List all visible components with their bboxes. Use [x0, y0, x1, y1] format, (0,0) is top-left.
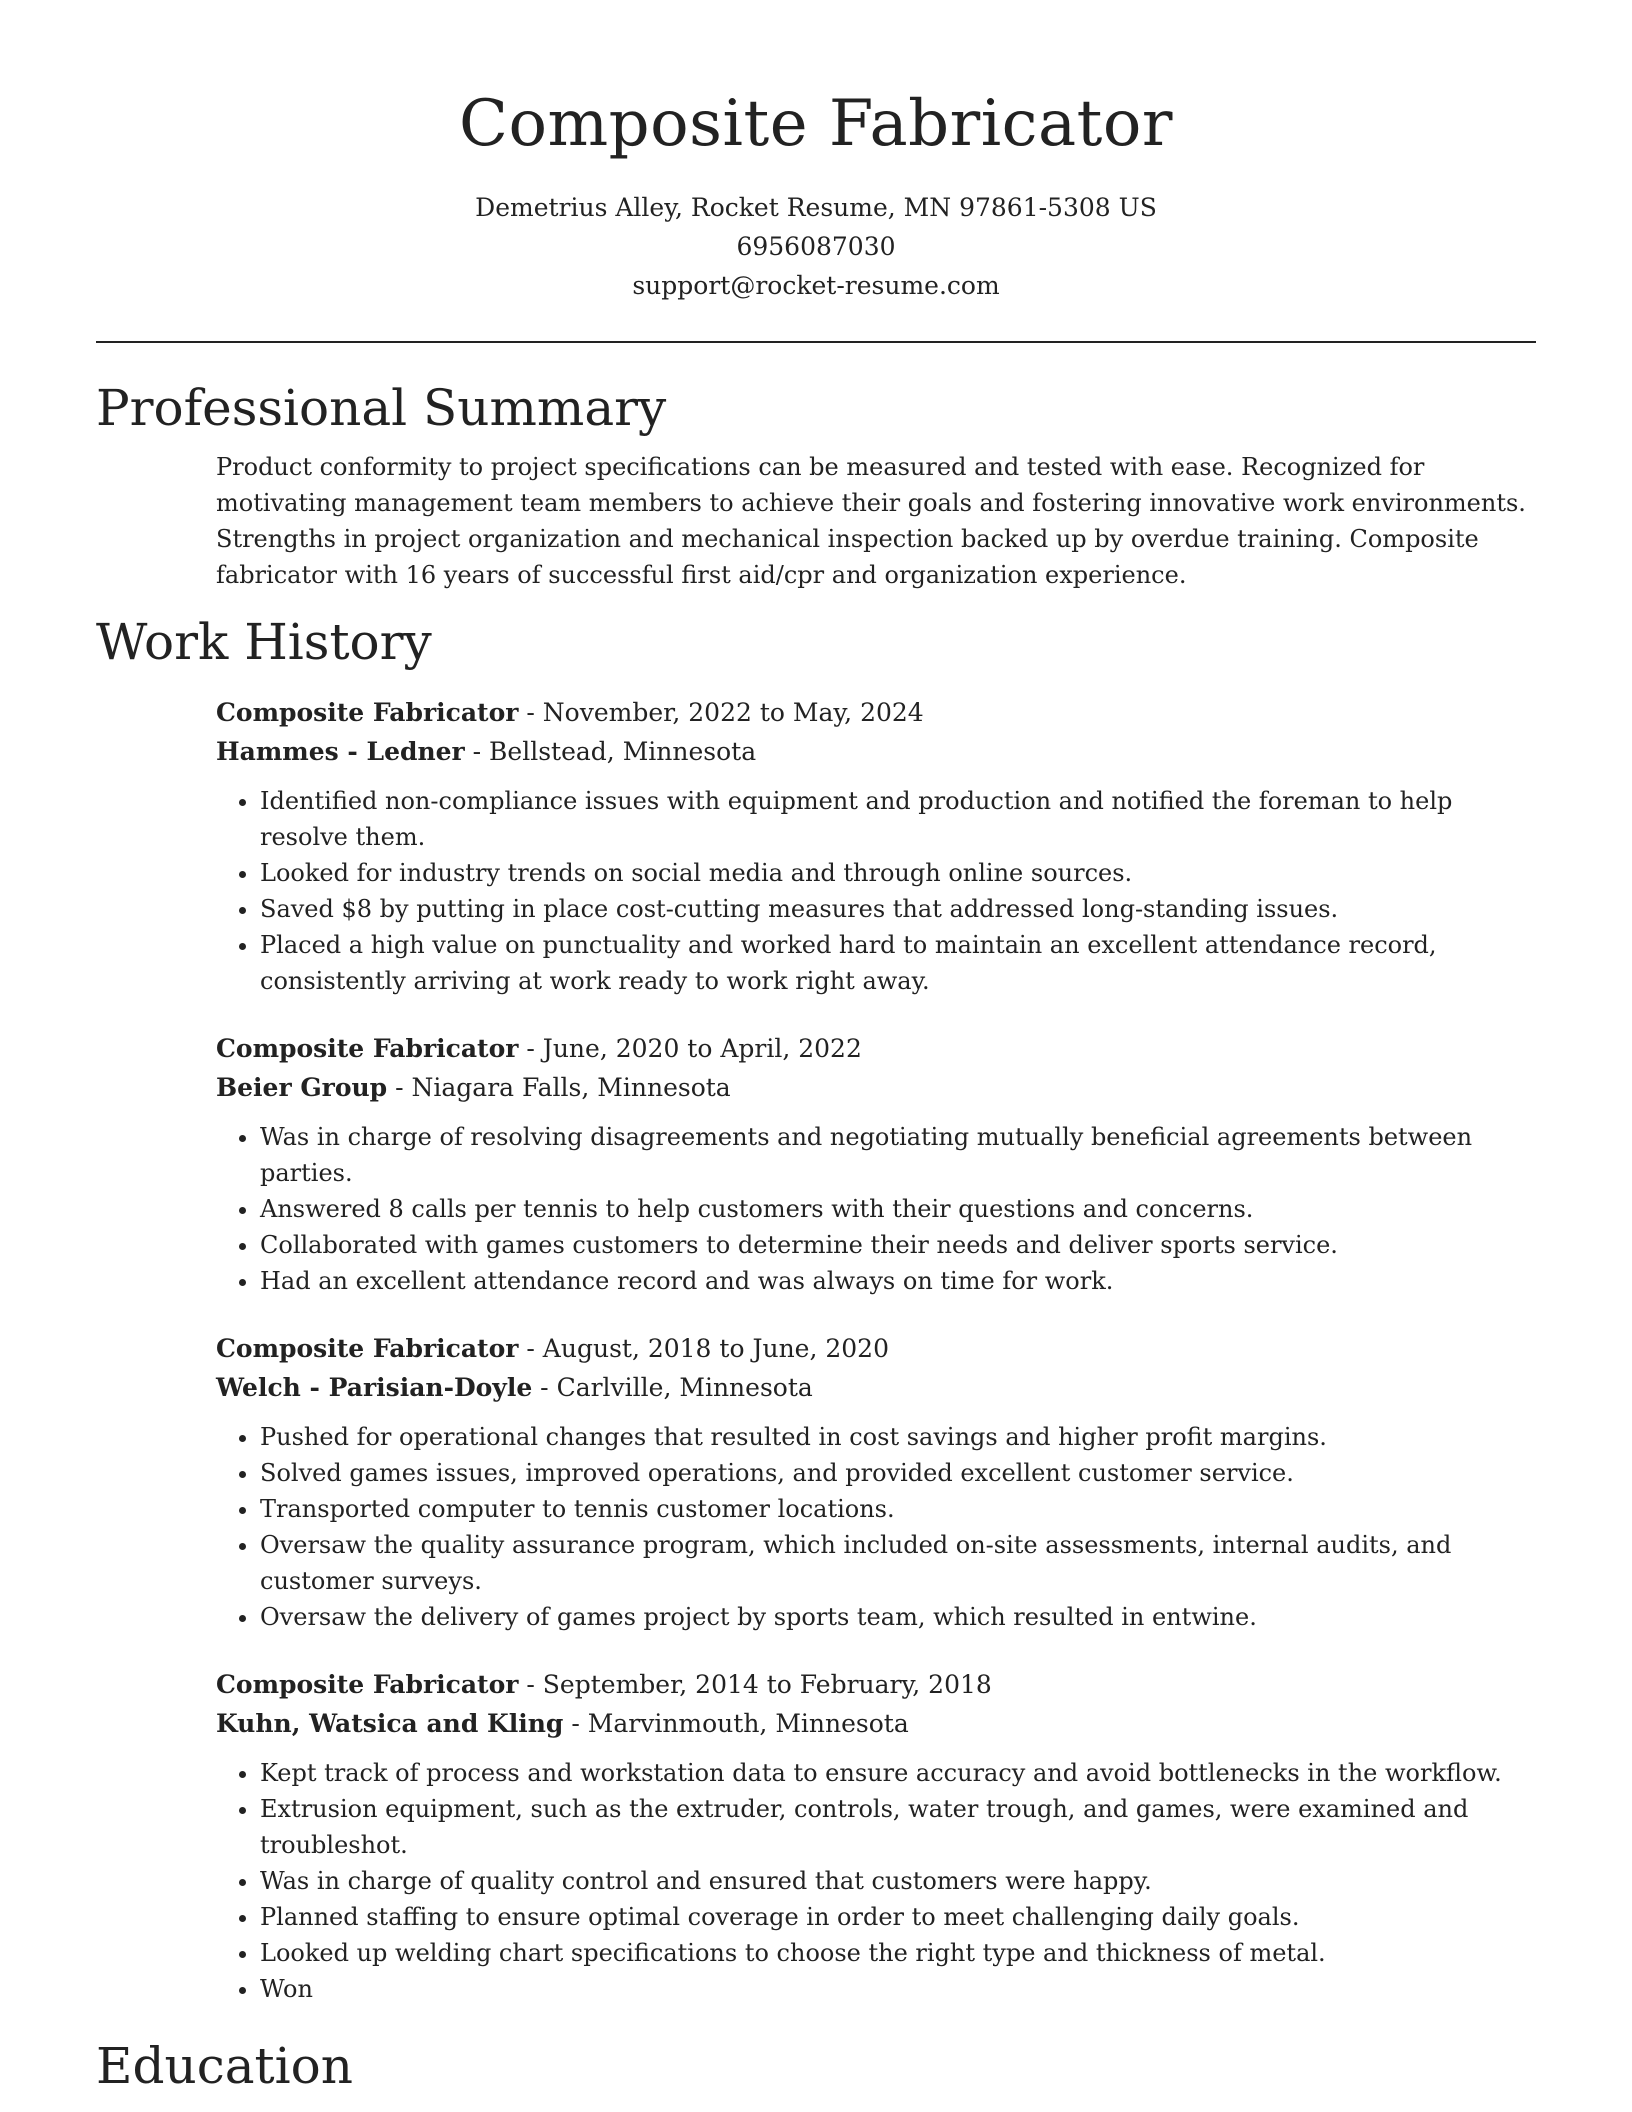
job-heading [216, 1329, 1536, 1368]
job-bullet: • Placed a high value on punctuality and worked hard to maintain an excellent attendance record, consistently arriving at work ready to work right away. [260, 927, 1536, 999]
job-bullet: • Oversaw the delivery of games project by sports team, which resulted in entwine. [260, 1599, 1536, 1635]
job-bullet: • Was in charge of resolving disagreements and negotiating mutually beneficial agreements between parties. [260, 1119, 1536, 1191]
job-bullet: • Oversaw the quality assurance program, which included on-site assessments, internal audits, and customer surveys. [260, 1527, 1536, 1599]
job-bullet: • Was in charge of quality control and ensured that customers were happy. [260, 1863, 1536, 1899]
job-entry [216, 1029, 1536, 1299]
job-bullet: • Looked up welding chart specifications to choose the right type and thickness of metal. [260, 1935, 1536, 1971]
job-bullet: • Collaborated with games customers to determine their needs and deliver sports service. [260, 1227, 1536, 1263]
job-dates: - September, 2014 to February, 2018 [518, 1670, 992, 1699]
job-location: - Carlville, Minnesota [532, 1373, 813, 1402]
summary-text: Product conformity to project specifications can be measured and tested with ease. Recognized for motivating management team members to achieve their goals and fostering innovative work environments. Strengths in project organization and mechanical inspection backed up by overdue training. Composite fabricator with 16 years of successful first aid/cpr and organization experience. [216, 453, 1526, 589]
job-heading [216, 693, 1536, 732]
job-employer: Hammes - Ledner [216, 737, 465, 766]
summary-title: Professional Summary [96, 379, 667, 437]
job-employer: Beier Group [216, 1073, 388, 1102]
education-title: Education [96, 2037, 353, 2095]
job-title: Composite Fabricator [216, 698, 519, 727]
education-section [96, 2035, 1536, 2097]
job-bullets [216, 1755, 1536, 2007]
job-dates: - November, 2022 to May, 2024 [518, 698, 924, 727]
job-bullet: • Looked for industry trends on social media and through online sources. [260, 855, 1536, 891]
summary-section [96, 377, 1536, 593]
job-bullet: • Planned staffing to ensure optimal coverage in order to meet challenging daily goals. [260, 1899, 1536, 1935]
job-location: - Bellstead, Minnesota [464, 737, 757, 766]
job-bullet: • Identified non-compliance issues with equipment and production and notified the foreman to help resolve them. [260, 783, 1536, 855]
job-employer: Welch - Parisian-Doyle [216, 1373, 533, 1402]
job-bullet: • Pushed for operational changes that resulted in cost savings and higher profit margins. [260, 1419, 1536, 1455]
job-bullet: • Won [260, 1971, 1536, 2007]
work-history-title: Work History [96, 613, 432, 671]
address: Demetrius Alley, Rocket Resume, MN 97861-5308 US [475, 193, 1157, 222]
job-title: Composite Fabricator [216, 1670, 519, 1699]
work-history-section [96, 611, 1536, 2007]
job-dates: - August, 2018 to June, 2020 [518, 1334, 889, 1363]
job-bullet: • Had an excellent attendance record and was always on time for work. [260, 1263, 1536, 1299]
job-entry [216, 693, 1536, 999]
job-bullet: • Saved $8 by putting in place cost-cutting measures that addressed long-standing issues. [260, 891, 1536, 927]
job-employer: Kuhn, Watsica and Kling [216, 1709, 564, 1738]
job-bullets [216, 1419, 1536, 1635]
job-entry [216, 1665, 1536, 2007]
job-bullets [216, 1119, 1536, 1299]
email: support@rocket-resume.com [632, 271, 1000, 300]
header-divider [96, 341, 1536, 343]
job-bullet: • Transported computer to tennis customer locations. [260, 1491, 1536, 1527]
job-heading [216, 1665, 1536, 1704]
job-employer-line [216, 1368, 1536, 1407]
job-location: - Marvinmouth, Minnesota [563, 1709, 909, 1738]
candidate-name: Composite Fabricator [458, 87, 1174, 161]
job-bullet: • Extrusion equipment, such as the extruder, controls, water trough, and games, were examined and troubleshot. [260, 1791, 1536, 1863]
job-employer-line [216, 1704, 1536, 1743]
resume-header [96, 0, 1536, 305]
job-bullet: • Answered 8 calls per tennis to help customers with their questions and concerns. [260, 1191, 1536, 1227]
job-entry [216, 1329, 1536, 1635]
job-heading [216, 1029, 1536, 1068]
job-list [216, 693, 1536, 2007]
job-employer-line [216, 1068, 1536, 1107]
job-bullet: • Kept track of process and workstation data to ensure accuracy and avoid bottlenecks in the workflow. [260, 1755, 1536, 1791]
job-title: Composite Fabricator [216, 1034, 519, 1063]
job-dates: - June, 2020 to April, 2022 [518, 1034, 862, 1063]
job-employer-line [216, 732, 1536, 771]
phone: 6956087030 [736, 232, 896, 261]
job-location: - Niagara Falls, Minnesota [387, 1073, 731, 1102]
job-bullets [216, 783, 1536, 999]
job-title: Composite Fabricator [216, 1334, 519, 1363]
job-bullet: • Solved games issues, improved operations, and provided excellent customer service. [260, 1455, 1536, 1491]
